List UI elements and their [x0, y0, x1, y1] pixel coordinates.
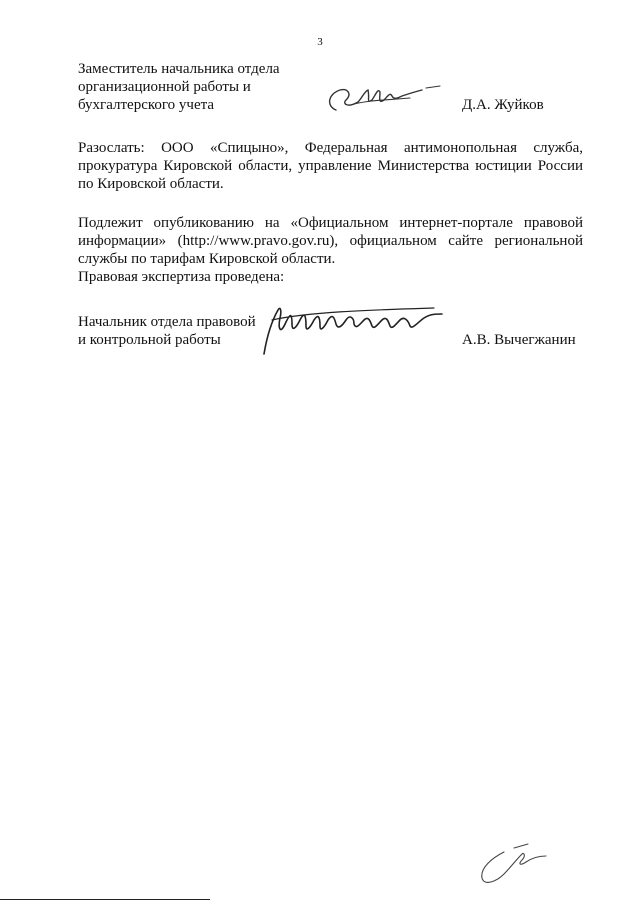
signer-1-title	[78, 60, 318, 114]
signer-2-title-line: и контрольной работы	[78, 332, 221, 348]
publication-note: Подлежит опубликованию на «Официальном интернет-портале правовой информации» (http://www.pravo.gov.ru), официальном сайте региональной службы по тарифам Кировской области.	[78, 215, 583, 267]
signer-1-title-line: Заместитель начальника отдела	[78, 61, 280, 77]
signature-1	[318, 80, 448, 116]
signer-2-title	[78, 313, 278, 349]
footer-rule	[0, 899, 210, 900]
initials-mark	[474, 840, 554, 890]
signer-2-title-line: Начальник отдела правовой	[78, 314, 256, 330]
mailing-list: Разослать: ООО «Спицыно», Федеральная антимонопольная служба, прокуратура Кировской области, управление Министерства юстиции России по Кировской области.	[78, 140, 583, 192]
signer-1-title-line: организационной работы и	[78, 79, 251, 95]
page-number: 3	[317, 36, 323, 48]
signer-2-name: А.В. Вычегжанин	[462, 332, 576, 348]
signer-1-title-line: бухгалтерского учета	[78, 97, 215, 113]
legal-review-note: Правовая экспертиза проведена:	[78, 269, 285, 285]
signer-1-name: Д.А. Жуйков	[462, 97, 544, 113]
signature-2	[258, 302, 448, 358]
